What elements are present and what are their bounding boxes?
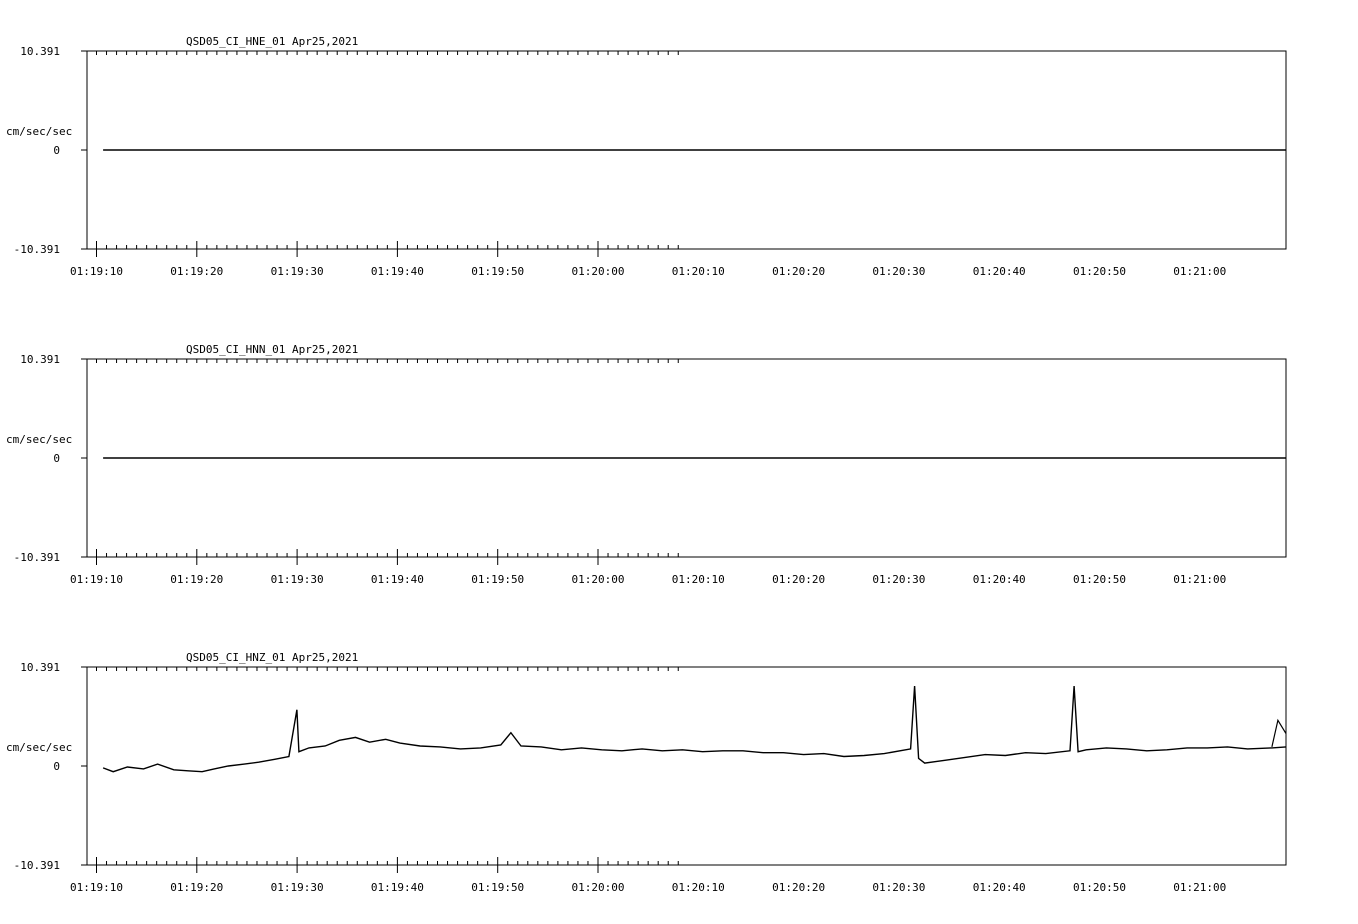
x-tick-label: 01:20:50 (1073, 265, 1126, 278)
x-tick-label: 01:20:30 (872, 265, 926, 278)
x-tick-label: 01:20:10 (671, 881, 725, 894)
y-axis-label: cm/sec/sec (6, 125, 73, 138)
x-tick-label: 01:19:10 (70, 265, 123, 278)
x-tick-label: 01:19:30 (270, 881, 324, 894)
x-tick-label: 01:20:00 (571, 573, 625, 586)
x-tick-label: 01:20:30 (872, 573, 926, 586)
x-tick-label: 01:21:00 (1173, 573, 1227, 586)
plot-frame (87, 667, 1286, 865)
x-tick-label: 01:19:40 (370, 573, 424, 586)
x-tick-label: 01:20:10 (671, 573, 725, 586)
x-tick-label: 01:20:00 (571, 265, 625, 278)
x-tick-label: 01:20:50 (1073, 881, 1126, 894)
y-tick-label-max: 10.391 (20, 353, 60, 366)
trace-line (103, 686, 1286, 772)
x-tick-label: 01:20:00 (571, 881, 625, 894)
x-tick-label: 01:20:30 (872, 881, 926, 894)
x-tick-label: 01:19:30 (270, 265, 324, 278)
y-tick-label-zero: 0 (53, 144, 60, 157)
x-tick-label: 01:19:10 (70, 573, 123, 586)
y-axis-label: cm/sec/sec (6, 741, 73, 754)
y-tick-label-min: -10.391 (13, 859, 60, 872)
x-tick-label: 01:19:50 (471, 265, 525, 278)
x-tick-label: 01:19:40 (370, 881, 424, 894)
x-tick-label: 01:19:50 (471, 881, 525, 894)
x-tick-label: 01:20:20 (772, 881, 826, 894)
x-tick-label: 01:19:40 (370, 265, 424, 278)
panel-2 (6, 343, 1286, 586)
y-axis-label: cm/sec/sec (6, 433, 73, 446)
trace-line (1272, 720, 1286, 747)
x-tick-label: 01:20:50 (1073, 573, 1126, 586)
x-tick-label: 01:20:20 (772, 265, 826, 278)
x-tick-label: 01:19:20 (170, 573, 224, 586)
chart-title: QSD05_CI_HNE_01 Apr25,2021 (186, 35, 359, 48)
x-tick-label: 01:21:00 (1173, 881, 1227, 894)
x-tick-label: 01:20:40 (972, 573, 1026, 586)
x-tick-label: 01:21:00 (1173, 265, 1227, 278)
x-tick-label: 01:19:10 (70, 881, 123, 894)
chart-title: QSD05_CI_HNZ_01 Apr25,2021 (186, 651, 359, 664)
panel-3 (6, 651, 1286, 894)
y-tick-label-max: 10.391 (20, 661, 60, 674)
y-tick-label-min: -10.391 (13, 551, 60, 564)
x-tick-label: 01:19:20 (170, 265, 224, 278)
y-tick-label-zero: 0 (53, 452, 60, 465)
x-tick-label: 01:20:10 (671, 265, 725, 278)
y-tick-label-max: 10.391 (20, 45, 60, 58)
panel-1 (6, 35, 1286, 278)
x-tick-label: 01:20:40 (972, 265, 1026, 278)
chart-title: QSD05_CI_HNN_01 Apr25,2021 (186, 343, 359, 356)
x-tick-label: 01:19:20 (170, 881, 224, 894)
y-tick-label-zero: 0 (53, 760, 60, 773)
x-tick-label: 01:20:40 (972, 881, 1026, 894)
x-tick-label: 01:19:50 (471, 573, 525, 586)
y-tick-label-min: -10.391 (13, 243, 60, 256)
x-tick-label: 01:20:20 (772, 573, 826, 586)
x-tick-label: 01:19:30 (270, 573, 324, 586)
